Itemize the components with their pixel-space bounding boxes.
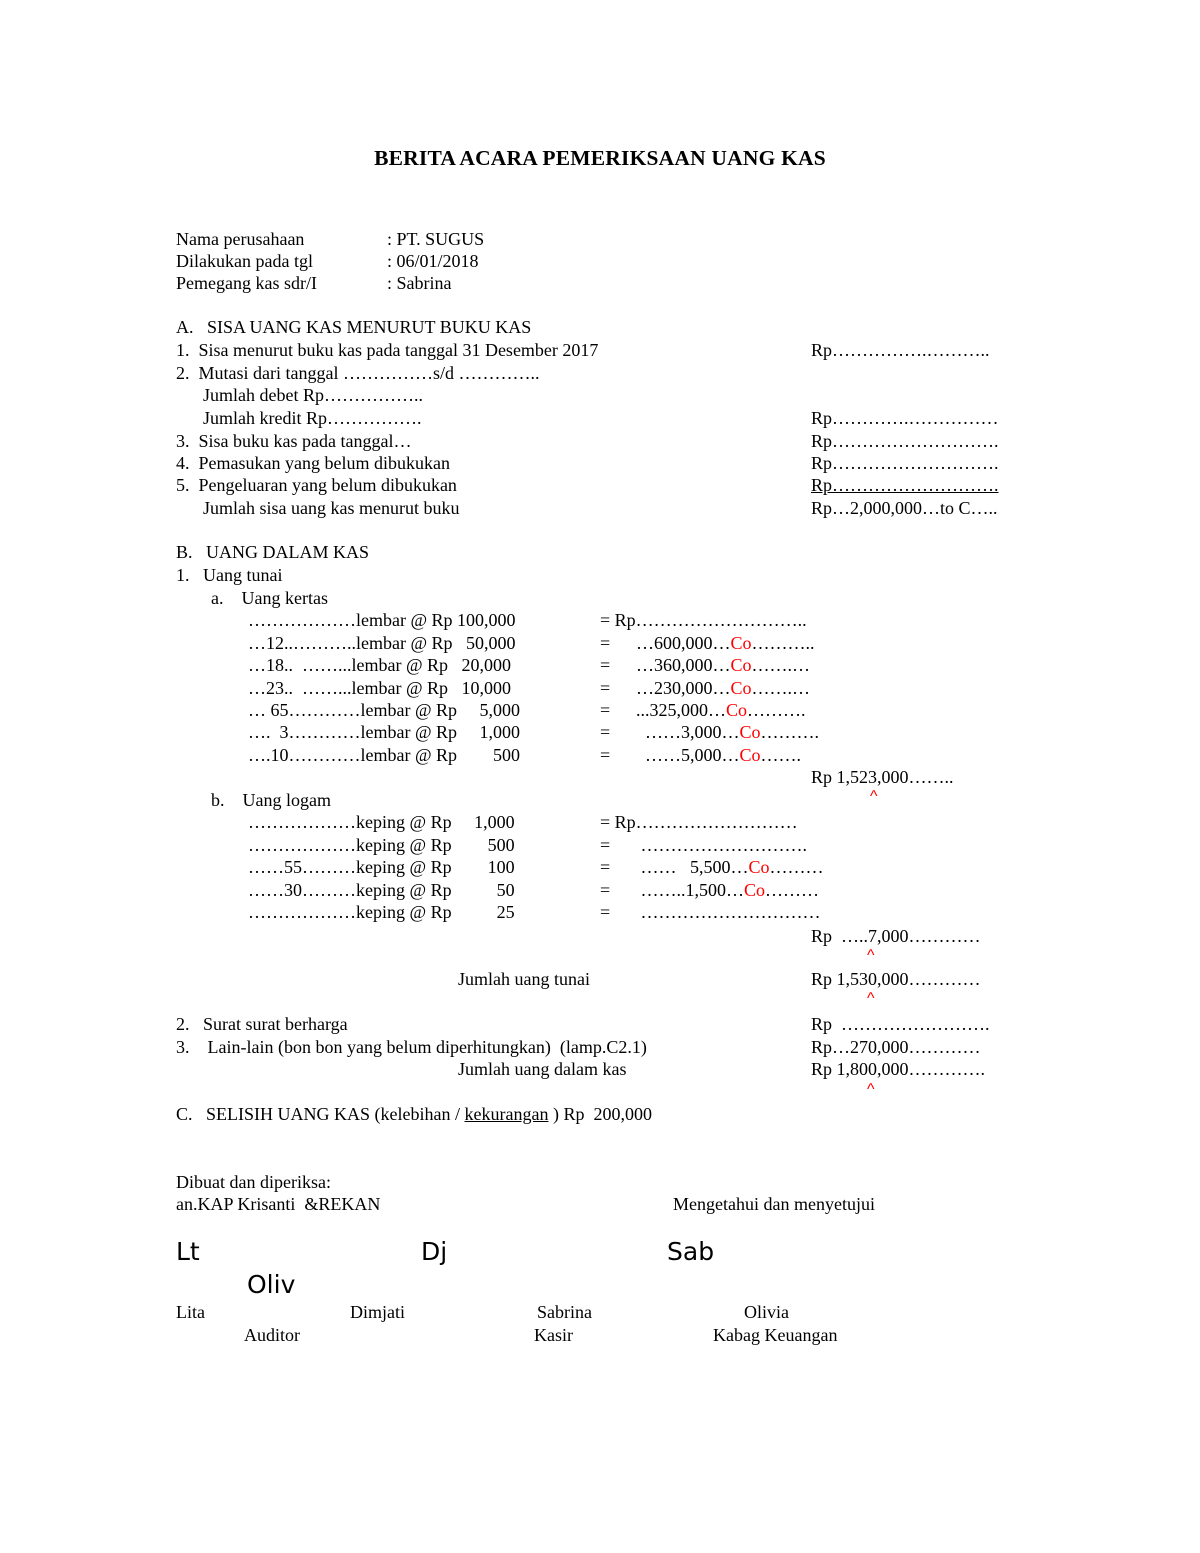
company-label: Nama perusahaan — [176, 229, 305, 249]
logam-row-amount — [636, 856, 824, 878]
kertas-row-amount-pre: …600,000… — [636, 633, 731, 653]
initial-olivia: Oliv — [247, 1270, 296, 1299]
kertas-row-count: …. 3…………lembar @ Rp 1,000 — [248, 722, 521, 742]
holder-value: : Sabrina — [387, 273, 452, 293]
section-a-heading: A. SISA UANG KAS MENURUT BUKU KAS — [176, 317, 532, 337]
kertas-row-equals: = Rp……………………….. — [600, 610, 807, 630]
kertas-row-equals: = — [600, 745, 611, 765]
section-c-prefix: C. SELISIH UANG KAS (kelebihan / — [176, 1104, 465, 1124]
signer-name-lita: Lita — [176, 1302, 205, 1322]
checked-mark-co: Co — [744, 880, 766, 900]
logam-row-amount — [636, 834, 807, 856]
checked-mark-co: Co — [730, 678, 752, 698]
section-a-row-label: Jumlah sisa uang kas menurut buku — [176, 498, 460, 518]
section-a-row-value: Rp………………………. — [811, 453, 999, 473]
kertas-row-count: … 65…………lembar @ Rp 5,000 — [248, 700, 521, 720]
logam-row-amount-post: ……… — [765, 880, 820, 900]
section-a-row-label: Jumlah kredit Rp……………. — [176, 408, 422, 428]
logam-row-amount — [636, 879, 819, 901]
logam-row-count: ………………keping @ Rp 1,000 — [248, 812, 515, 832]
kertas-row-equals: = — [600, 700, 611, 720]
kertas-row-amount — [636, 721, 819, 743]
initial-lita: Lt — [176, 1237, 200, 1266]
date-value: : 06/01/2018 — [387, 251, 479, 271]
logam-row-amount-pre: ………………………… — [636, 902, 821, 922]
section-a-row-value: Rp………………………. — [811, 475, 999, 495]
checked-mark-co: Co — [726, 700, 748, 720]
uang-dalam-kas-label: Jumlah uang dalam kas — [458, 1059, 627, 1079]
section-a-row-label: Jumlah debet Rp…………….. — [176, 385, 423, 405]
uang-tunai-total-label: Jumlah uang tunai — [458, 969, 590, 989]
date-label: Dilakukan pada tgl — [176, 251, 313, 271]
logam-row-equals: = — [600, 880, 611, 900]
logam-row-amount — [636, 901, 821, 923]
signer-name-olivia: Olivia — [744, 1302, 789, 1322]
kertas-row-amount-post: ………. — [747, 700, 806, 720]
logam-row-equals: = — [600, 857, 611, 877]
kertas-row-count: …12..………..lembar @ Rp 50,000 — [248, 633, 516, 653]
kertas-row-amount-post: ……. — [760, 745, 802, 765]
section-a-row-label: 3. Sisa buku kas pada tanggal… — [176, 431, 412, 451]
kertas-row-amount — [636, 699, 806, 721]
section-c-underlined: kekurangan — [464, 1104, 549, 1124]
logam-row-count: ……30………keping @ Rp 50 — [248, 880, 515, 900]
lain-lain-value: Rp…270,000………… — [811, 1037, 981, 1057]
kertas-row-count: ….10…………lembar @ Rp 500 — [248, 745, 521, 765]
kertas-row-count: ………………lembar @ Rp 100,000 — [248, 610, 516, 630]
logam-row-amount-pre: ………………………. — [636, 835, 807, 855]
checked-mark-co: Co — [748, 857, 770, 877]
kertas-row-amount-pre: …230,000… — [636, 678, 731, 698]
made-by-label: Dibuat dan diperiksa: — [176, 1172, 331, 1192]
uang-logam-label: b. Uang logam — [211, 790, 331, 810]
section-c-suffix: ) Rp 200,000 — [548, 1104, 652, 1124]
kertas-row-amount-pre: ...325,000… — [636, 700, 726, 720]
company-value: : PT. SUGUS — [387, 229, 485, 249]
signer-name-dimjati: Dimjati — [350, 1302, 405, 1322]
lain-lain-label: 3. Lain-lain (bon bon yang belum diperhitungkan) (lamp.C2.1) — [176, 1037, 647, 1057]
kertas-row-amount-post: ……….. — [751, 633, 815, 653]
surat-berharga-value: Rp ……………………. — [811, 1014, 990, 1034]
section-a-row-label: 4. Pemasukan yang belum dibukukan — [176, 453, 450, 473]
logam-row-count: ………………keping @ Rp 500 — [248, 835, 515, 855]
kertas-row-amount — [636, 632, 815, 654]
checked-mark-co: Co — [730, 633, 752, 653]
logam-row-count: ………………keping @ Rp 25 — [248, 902, 515, 922]
logam-row-amount-pre: …… 5,500… — [636, 857, 749, 877]
kertas-row-count: …23.. ……...lembar @ Rp 10,000 — [248, 678, 512, 698]
tick-mark: ^ — [867, 990, 875, 1007]
kertas-row-equals: = — [600, 633, 611, 653]
uang-tunai-label: 1. Uang tunai — [176, 565, 283, 585]
uang-logam-total: Rp …..7,000………… — [811, 926, 981, 946]
logam-row-count: ……55………keping @ Rp 100 — [248, 857, 515, 877]
kertas-row-equals: = — [600, 678, 611, 698]
checked-mark-co: Co — [730, 655, 752, 675]
section-b-heading: B. UANG DALAM KAS — [176, 542, 370, 562]
kertas-row-amount — [636, 654, 810, 676]
uang-kertas-label: a. Uang kertas — [211, 588, 328, 608]
signer-role-auditor: Auditor — [244, 1325, 300, 1345]
initial-dimjati: Dj — [421, 1237, 448, 1266]
tick-mark: ^ — [870, 788, 878, 805]
initial-sabrina: Sab — [667, 1237, 715, 1266]
signer-name-sabrina: Sabrina — [537, 1302, 592, 1322]
section-a-row-label: 1. Sisa menurut buku kas pada tanggal 31 Desember 2017 — [176, 340, 599, 360]
logam-row-amount-post: ……… — [769, 857, 824, 877]
approval-label: Mengetahui dan menyetujui — [673, 1194, 875, 1214]
signer-role-kabag: Kabag Keuangan — [713, 1325, 838, 1345]
kertas-row-amount — [636, 677, 810, 699]
kertas-row-count: …18.. ……...lembar @ Rp 20,000 — [248, 655, 512, 675]
section-a-row-value: Rp………………………. — [811, 431, 999, 451]
kertas-row-equals: = — [600, 722, 611, 742]
section-a-row-value: Rp…………….……….. — [811, 340, 990, 360]
kertas-row-amount-pre: ……3,000… — [636, 722, 740, 742]
logam-row-equals: = — [600, 902, 611, 922]
kertas-row-amount-post: …….… — [751, 678, 811, 698]
holder-label: Pemegang kas sdr/I — [176, 273, 317, 293]
logam-row-equals: = Rp……………………… — [600, 812, 798, 832]
kertas-row-amount-post: …….… — [751, 655, 811, 675]
kertas-row-amount-post: ………. — [760, 722, 820, 742]
uang-dalam-kas-total: Rp 1,800,000…………. — [811, 1059, 986, 1079]
uang-tunai-total: Rp 1,530,000………… — [811, 969, 981, 989]
tick-mark: ^ — [867, 1081, 875, 1098]
section-c-line — [176, 1103, 652, 1125]
kertas-row-amount — [636, 744, 801, 766]
firm-name: an.KAP Krisanti &REKAN — [176, 1194, 381, 1214]
section-a-row-label: 5. Pengeluaran yang belum dibukukan — [176, 475, 457, 495]
uang-kertas-total: Rp 1,523,000…….. — [811, 767, 954, 787]
logam-row-amount-pre: ……..1,500… — [636, 880, 744, 900]
signer-role-kasir: Kasir — [534, 1325, 573, 1345]
section-a-row-label: 2. Mutasi dari tanggal ……………s/d ………….. — [176, 363, 540, 383]
logam-row-equals: = — [600, 835, 611, 855]
section-a-row-value: Rp………….…………… — [811, 408, 999, 428]
tick-mark: ^ — [867, 947, 875, 964]
kertas-row-equals: = — [600, 655, 611, 675]
checked-mark-co: Co — [739, 745, 761, 765]
surat-berharga-label: 2. Surat surat berharga — [176, 1014, 348, 1034]
document-title: BERITA ACARA PEMERIKSAAN UANG KAS — [374, 146, 826, 170]
section-a-row-value: Rp…2,000,000…to C….. — [811, 498, 998, 518]
checked-mark-co: Co — [739, 722, 761, 742]
kertas-row-amount-pre: ……5,000… — [636, 745, 740, 765]
kertas-row-amount-pre: …360,000… — [636, 655, 731, 675]
